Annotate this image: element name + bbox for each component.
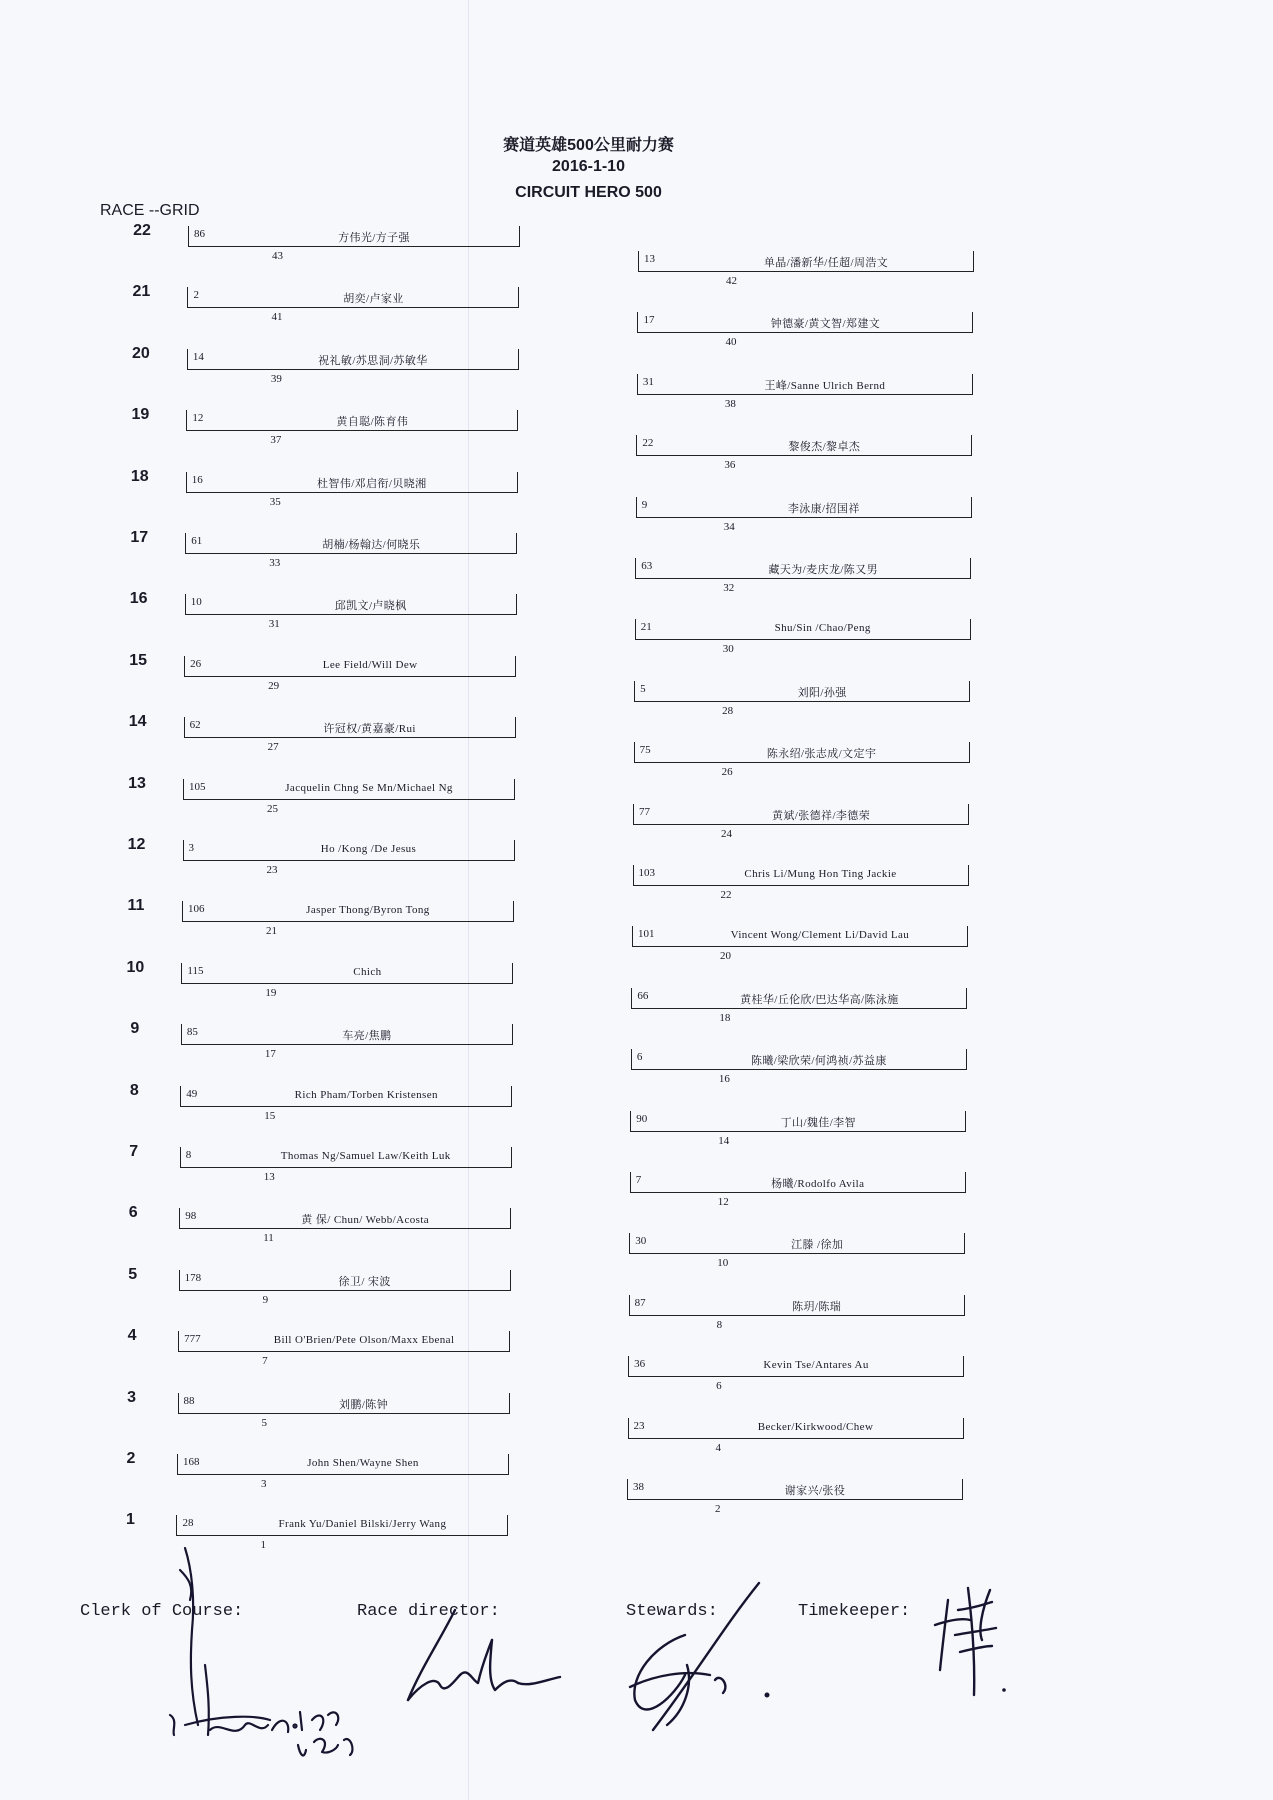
driver-names: 陈永绍/张志成/文定宇 xyxy=(766,748,877,761)
grid-lap-count: 17 xyxy=(264,1048,276,1061)
grid-row-right xyxy=(634,738,974,808)
driver-names: 黄 保/ Chun/ Webb/Acosta xyxy=(301,1214,430,1227)
driver-names: 杜智伟/邓启衔/贝晓湘 xyxy=(317,477,427,490)
grid-row-left xyxy=(112,1327,532,1397)
grid-lap-count: 6 xyxy=(716,1380,722,1393)
grid-row-right xyxy=(637,370,977,440)
car-number: 77 xyxy=(639,805,651,818)
grid-row-right xyxy=(636,431,976,501)
grid-lap-count: 30 xyxy=(722,643,734,656)
grid-row-left xyxy=(115,1020,535,1090)
car-number: 7 xyxy=(635,1174,642,1186)
driver-entry-box xyxy=(637,374,973,395)
driver-entry-box xyxy=(187,287,519,308)
driver-entry-box xyxy=(636,497,972,518)
car-number: 10 xyxy=(190,596,202,609)
grid-row-left xyxy=(114,1082,534,1152)
grid-position: 15 xyxy=(129,651,148,669)
grid-row-left xyxy=(116,897,536,967)
driver-names: Lee Field/Will Dew xyxy=(322,658,418,671)
timekeeper-label: Timekeeper: xyxy=(798,1602,911,1621)
driver-names: 黄斌/张德祥/李德荣 xyxy=(771,809,871,822)
grid-lap-count: 3 xyxy=(261,1478,267,1490)
grid-lap-count: 14 xyxy=(718,1134,730,1147)
clerk-of-course-label: Clerk of Course: xyxy=(80,1602,244,1621)
grid-position: 14 xyxy=(128,713,147,731)
car-number: 23 xyxy=(633,1419,645,1432)
grid-lap-count: 20 xyxy=(719,950,731,963)
car-number: 8 xyxy=(185,1149,192,1161)
driver-entry-box xyxy=(634,681,970,702)
driver-names: 陈玥/陈瑞 xyxy=(792,1300,842,1313)
grid-lap-count: 1 xyxy=(260,1539,266,1552)
timekeeper-signature xyxy=(930,1580,1010,1700)
grid-lap-count: 43 xyxy=(272,250,283,262)
car-number: 3 xyxy=(188,842,194,854)
grid-row-right xyxy=(629,1291,969,1361)
grid-row-right xyxy=(630,1107,970,1177)
grid-lap-count: 18 xyxy=(719,1011,731,1024)
grid-lap-count: 13 xyxy=(263,1171,275,1183)
grid-row-left xyxy=(118,713,538,783)
grid-position: 7 xyxy=(129,1143,139,1160)
driver-names: 单晶/潘新华/任超/周浩文 xyxy=(763,257,889,269)
grid-lap-count: 15 xyxy=(264,1109,276,1122)
grid-lap-count: 7 xyxy=(262,1355,268,1368)
driver-entry-box xyxy=(186,410,518,431)
grid-row-right xyxy=(633,861,973,931)
driver-entry-box xyxy=(633,804,969,825)
grid-position: 22 xyxy=(133,222,151,239)
car-number: 14 xyxy=(192,350,204,363)
grid-lap-count: 29 xyxy=(268,679,280,692)
grid-position: 16 xyxy=(129,590,148,608)
grid-row-right xyxy=(633,800,973,870)
grid-lap-count: 24 xyxy=(721,827,733,840)
grid-row-right xyxy=(631,984,971,1054)
driver-names: 杨曦/Rodolfo Avila xyxy=(771,1178,865,1190)
grid-row-right xyxy=(628,1414,968,1484)
grid-lap-count: 5 xyxy=(261,1416,268,1429)
grid-lap-count: 23 xyxy=(266,864,278,876)
grid-row-left xyxy=(121,345,541,415)
driver-names: Kevin Tse/Antares Au xyxy=(763,1359,869,1372)
car-number: 178 xyxy=(184,1271,202,1284)
driver-names: 丁山/魏佳/李智 xyxy=(780,1116,856,1129)
grid-position: 19 xyxy=(131,406,150,424)
car-number: 49 xyxy=(186,1087,198,1100)
driver-names: 王峰/Sanne Ulrich Bernd xyxy=(764,379,886,392)
driver-names: 徐卫/ 宋波 xyxy=(338,1275,391,1288)
car-number: 62 xyxy=(189,719,201,732)
driver-names: Chich xyxy=(353,965,382,978)
grid-lap-count: 10 xyxy=(717,1257,729,1270)
grid-row-right xyxy=(627,1475,967,1545)
car-number: 28 xyxy=(182,1517,194,1530)
grid-lap-count: 38 xyxy=(724,397,736,410)
driver-entry-box xyxy=(631,988,967,1009)
driver-entry-box xyxy=(181,963,513,984)
driver-names: Frank Yu/Daniel Bilski/Jerry Wang xyxy=(278,1518,447,1531)
driver-entry-box xyxy=(178,1393,510,1414)
grid-lap-count: 8 xyxy=(716,1318,723,1331)
grid-lap-count: 9 xyxy=(262,1293,269,1306)
driver-entry-box xyxy=(633,865,969,886)
driver-names: 江滕 /徐加 xyxy=(791,1239,844,1252)
driver-names: 车亮/焦鹏 xyxy=(342,1030,392,1043)
grid-row-right xyxy=(636,493,976,563)
driver-entry-box xyxy=(184,656,516,677)
grid-row-right xyxy=(634,677,974,747)
grid-lap-count: 37 xyxy=(270,434,282,447)
driver-entry-box xyxy=(179,1208,511,1229)
title-chinese: 赛道英雄500公里耐力赛 xyxy=(503,137,674,154)
car-number: 103 xyxy=(638,867,655,879)
grid-lap-count: 28 xyxy=(722,704,734,717)
driver-entry-box xyxy=(185,533,517,554)
grid-row-left xyxy=(122,222,542,292)
driver-names: 刘鹏/陈钟 xyxy=(339,1398,389,1411)
grid-lap-count: 21 xyxy=(265,925,277,938)
car-number: 30 xyxy=(635,1235,647,1248)
driver-entry-box xyxy=(636,435,972,456)
grid-position: 13 xyxy=(128,774,146,792)
grid-position: 3 xyxy=(127,1388,136,1406)
car-number: 115 xyxy=(187,964,204,977)
grid-position: 10 xyxy=(126,958,145,976)
grid-position: 20 xyxy=(131,344,150,362)
grid-row-left xyxy=(119,590,539,660)
car-number: 17 xyxy=(643,314,655,327)
driver-entry-box xyxy=(628,1418,964,1439)
grid-row-right xyxy=(638,247,978,317)
driver-names: 李泳康/招国祥 xyxy=(787,502,860,515)
driver-names: 陈曦/梁欣荣/何鸿祯/苏益康 xyxy=(750,1055,887,1068)
driver-entry-box xyxy=(183,840,515,861)
driver-entry-box xyxy=(185,594,517,615)
driver-names: Rich Pham/Torben Kristensen xyxy=(294,1088,438,1101)
grid-lap-count: 32 xyxy=(723,582,735,594)
driver-entry-box xyxy=(188,226,520,247)
car-number: 90 xyxy=(636,1112,648,1125)
driver-entry-box xyxy=(629,1295,965,1316)
grid-position: 21 xyxy=(132,283,151,301)
driver-names: 方伟光/方子强 xyxy=(338,232,410,244)
driver-entry-box xyxy=(630,1172,966,1193)
car-number: 13 xyxy=(644,253,655,265)
driver-names: Jasper Thong/Byron Tong xyxy=(306,904,430,917)
grid-row-left xyxy=(113,1266,533,1336)
driver-entry-box xyxy=(628,1356,964,1377)
stewards-signature xyxy=(615,1575,775,1735)
driver-entry-box xyxy=(630,1111,966,1132)
grid-lap-count: 26 xyxy=(721,766,733,779)
grid-lap-count: 22 xyxy=(720,889,732,901)
driver-entry-box xyxy=(637,312,973,333)
driver-entry-box xyxy=(634,742,970,763)
grid-lap-count: 34 xyxy=(723,520,735,533)
car-number: 36 xyxy=(634,1358,646,1371)
driver-entry-box xyxy=(176,1515,508,1536)
clerk-of-course-signature xyxy=(150,1540,410,1760)
grid-position: 6 xyxy=(128,1204,138,1222)
grid-row-right xyxy=(635,554,975,624)
car-number: 87 xyxy=(634,1296,646,1309)
driver-entry-box xyxy=(638,251,974,272)
grid-row-right xyxy=(637,308,977,378)
car-number: 777 xyxy=(184,1333,201,1346)
driver-names: 许冠权/黄嘉豪/Rui xyxy=(323,723,416,736)
driver-names: Jacquelin Chng Se Mn/Michael Ng xyxy=(285,781,453,794)
driver-entry-box xyxy=(186,472,518,493)
driver-entry-box xyxy=(177,1454,509,1475)
driver-entry-box xyxy=(184,717,516,738)
car-number: 2 xyxy=(193,289,199,302)
grid-position: 4 xyxy=(127,1327,137,1345)
car-number: 22 xyxy=(642,437,654,450)
grid-lap-count: 16 xyxy=(718,1073,730,1086)
grid-row-left xyxy=(113,1204,533,1274)
driver-names: 黄自聪/陈育伟 xyxy=(336,416,409,429)
grid-position: 9 xyxy=(130,1020,140,1038)
driver-names: 邱凯文/卢晓枫 xyxy=(334,600,407,613)
car-number: 6 xyxy=(636,1051,643,1064)
grid-row-right xyxy=(631,1045,971,1115)
car-number: 16 xyxy=(191,473,203,486)
car-number: 61 xyxy=(191,535,203,547)
car-number: 75 xyxy=(639,744,651,757)
driver-names: Ho /Kong /De Jesus xyxy=(320,843,417,855)
grid-position: 12 xyxy=(127,836,146,853)
driver-entry-box xyxy=(631,1049,967,1070)
grid-row-left xyxy=(112,1389,532,1459)
grid-row-left xyxy=(117,775,537,845)
car-number: 31 xyxy=(642,375,654,388)
driver-entry-box xyxy=(635,558,971,579)
stewards-label: Stewards: xyxy=(626,1602,718,1621)
car-number: 63 xyxy=(641,560,653,572)
grid-lap-count: 36 xyxy=(724,459,736,472)
grid-lap-count: 35 xyxy=(269,495,281,508)
driver-entry-box xyxy=(182,901,514,922)
grid-lap-count: 4 xyxy=(715,1441,722,1454)
driver-names: Chris Li/Mung Hon Ting Jackie xyxy=(744,868,897,880)
driver-names: Becker/Kirkwood/Chew xyxy=(757,1420,874,1433)
driver-entry-box xyxy=(629,1233,965,1254)
driver-entry-box xyxy=(635,619,971,640)
driver-entry-box xyxy=(180,1147,512,1168)
driver-names: 藏天为/麦庆龙/陈又男 xyxy=(768,564,878,576)
driver-names: John Shen/Wayne Shen xyxy=(307,1457,419,1469)
race-director-label: Race director: xyxy=(357,1602,500,1621)
grid-position: 11 xyxy=(127,897,145,915)
race-director-signature xyxy=(400,1605,570,1715)
title-english: CIRCUIT HERO 500 xyxy=(515,184,662,201)
grid-row-right xyxy=(635,615,975,685)
car-number: 168 xyxy=(183,1456,200,1468)
driver-names: 黄桂华/丘伦欣/巴达华高/陈泳施 xyxy=(740,993,899,1006)
car-number: 98 xyxy=(185,1210,197,1223)
grid-row-right xyxy=(628,1352,968,1422)
grid-lap-count: 40 xyxy=(725,336,737,349)
grid-position: 1 xyxy=(125,1511,135,1529)
grid-row-right xyxy=(632,922,972,992)
grid-lap-count: 25 xyxy=(267,802,279,815)
grid-row-left xyxy=(114,1143,534,1213)
car-number: 12 xyxy=(192,412,204,425)
car-number: 9 xyxy=(641,498,648,511)
race-date: 2016-1-10 xyxy=(552,158,625,175)
grid-position: 5 xyxy=(128,1265,138,1283)
driver-entry-box xyxy=(632,926,968,947)
grid-row-right xyxy=(630,1168,970,1238)
race-grid-label: RACE --GRID xyxy=(100,202,200,219)
grid-lap-count: 31 xyxy=(268,618,280,631)
car-number: 106 xyxy=(187,903,205,916)
driver-entry-box xyxy=(179,1270,511,1291)
car-number: 26 xyxy=(190,657,202,670)
car-number: 5 xyxy=(640,682,646,695)
driver-names: 钟德豪/黄文智/郑建文 xyxy=(770,318,881,331)
car-number: 21 xyxy=(640,621,652,634)
car-number: 88 xyxy=(183,1394,195,1407)
driver-names: Thomas Ng/Samuel Law/Keith Luk xyxy=(280,1150,451,1162)
grid-position: 2 xyxy=(126,1450,136,1467)
grid-lap-count: 27 xyxy=(267,741,279,754)
driver-names: 谢家兴/张役 xyxy=(784,1485,846,1497)
grid-row-left xyxy=(115,959,535,1029)
driver-names: 黎俊杰/黎卓杰 xyxy=(788,441,861,454)
car-number: 105 xyxy=(189,780,206,793)
driver-entry-box xyxy=(178,1331,510,1352)
grid-lap-count: 19 xyxy=(265,986,277,999)
driver-entry-box xyxy=(187,349,519,370)
grid-row-left xyxy=(121,283,541,353)
driver-names: Bill O'Brien/Pete Olson/Maxx Ebenal xyxy=(273,1334,455,1347)
driver-names: 胡奕/卢家业 xyxy=(343,293,404,306)
grid-row-left xyxy=(119,529,539,599)
driver-names: 胡楠/杨翰达/何晓乐 xyxy=(322,539,421,551)
grid-position: 17 xyxy=(130,529,149,546)
grid-row-left xyxy=(111,1450,531,1520)
driver-entry-box xyxy=(183,779,515,800)
driver-entry-box xyxy=(627,1479,963,1500)
grid-row-left xyxy=(118,652,538,722)
grid-row-left xyxy=(120,468,540,538)
car-number: 101 xyxy=(637,928,655,941)
grid-lap-count: 11 xyxy=(263,1232,274,1245)
car-number: 86 xyxy=(194,228,205,240)
car-number: 66 xyxy=(637,989,649,1002)
driver-names: 刘阳/孙强 xyxy=(797,686,847,699)
grid-lap-count: 41 xyxy=(271,311,283,324)
grid-position: 18 xyxy=(130,467,149,485)
grid-row-right xyxy=(629,1229,969,1299)
grid-lap-count: 2 xyxy=(715,1503,721,1515)
grid-lap-count: 12 xyxy=(717,1196,729,1208)
grid-position: 8 xyxy=(129,1081,139,1099)
driver-entry-box xyxy=(181,1024,513,1045)
grid-lap-count: 39 xyxy=(270,372,282,385)
car-number: 85 xyxy=(186,1026,198,1039)
car-number: 38 xyxy=(633,1481,644,1493)
grid-lap-count: 33 xyxy=(269,557,281,569)
driver-names: Vincent Wong/Clement Li/David Lau xyxy=(730,929,910,942)
driver-names: 祝礼敏/苏思洞/苏敏华 xyxy=(318,354,428,367)
grid-lap-count: 42 xyxy=(726,275,737,287)
grid-row-left xyxy=(117,836,537,906)
grid-row-left xyxy=(120,406,540,476)
driver-entry-box xyxy=(180,1086,512,1107)
driver-names: Shu/Sin /Chao/Peng xyxy=(774,622,871,635)
